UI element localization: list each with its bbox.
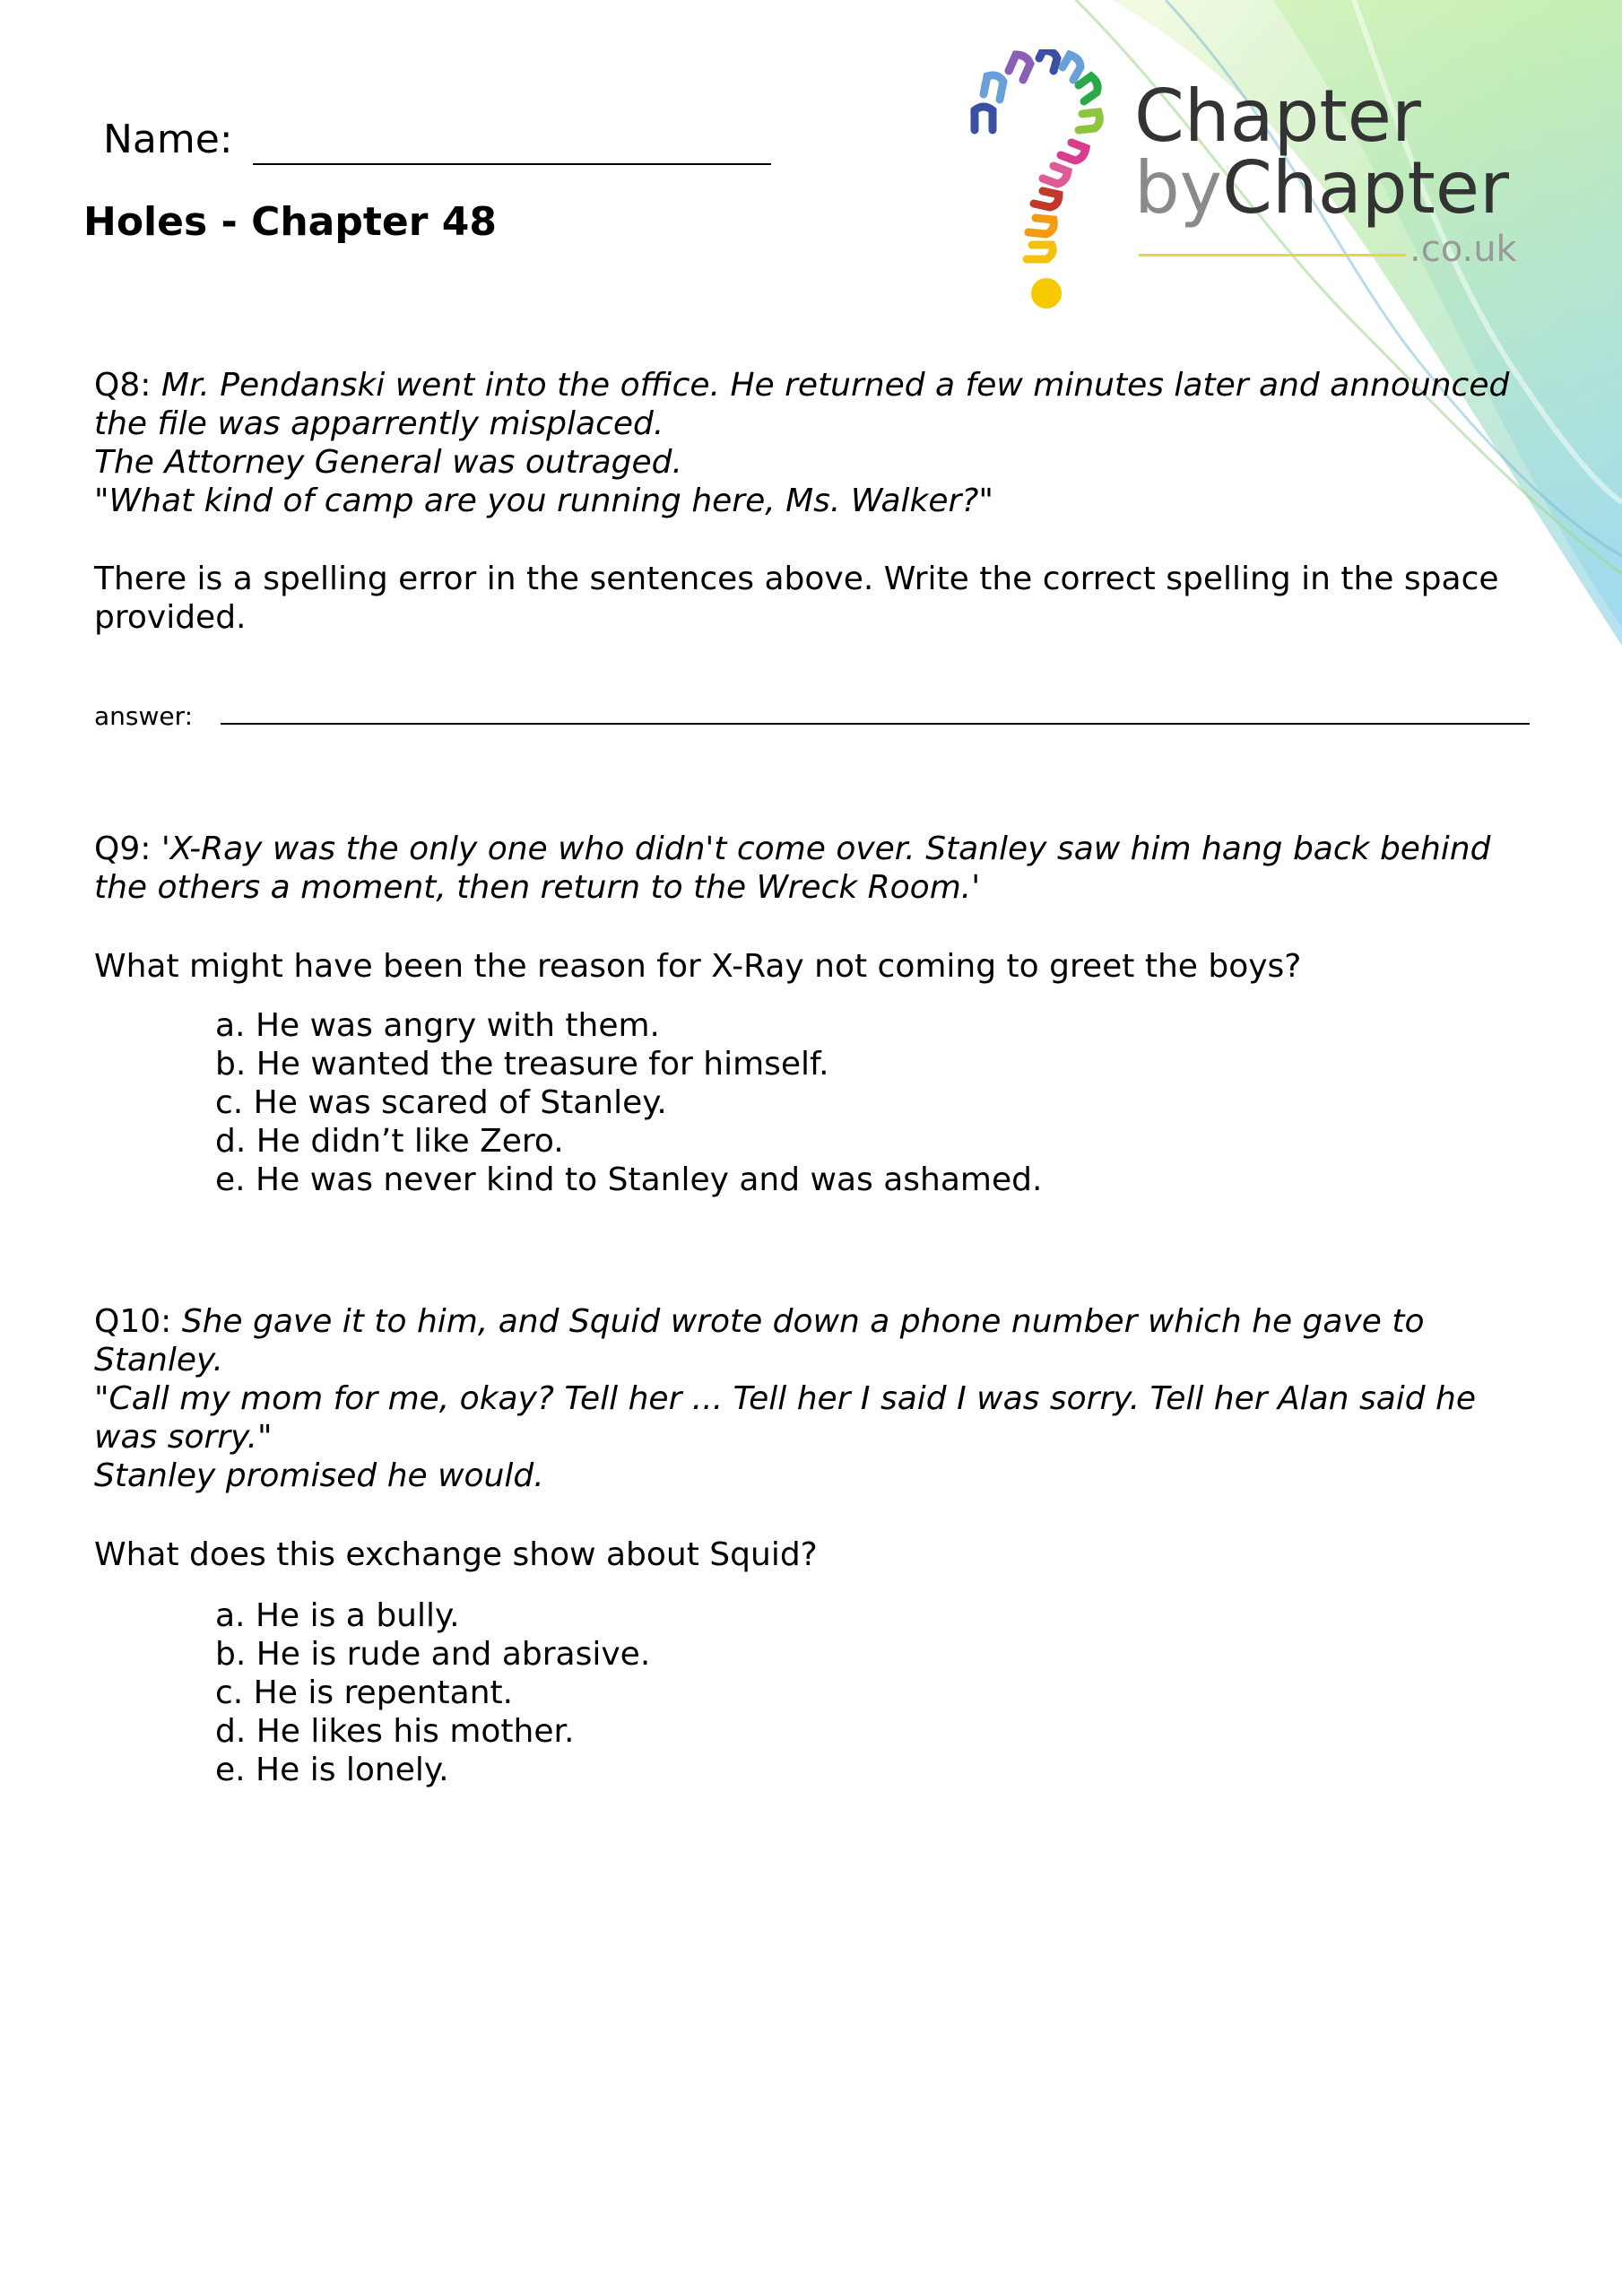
quote-line: She gave it to him, and Squid wrote down a phone number which he gave to [181, 1303, 1425, 1340]
option-b[interactable]: b. He wanted the treasure for himself. [215, 1046, 829, 1083]
option-c[interactable]: c. He was scared of Stanley. [215, 1084, 667, 1121]
question-8-quote [94, 366, 1529, 520]
option-a[interactable]: a. He was angry with them. [215, 1007, 661, 1044]
option-e[interactable]: e. He was never kind to Stanley and was ashamed. [215, 1161, 1043, 1198]
question-9-number: Q9: [94, 831, 152, 867]
question-10-options [215, 1596, 650, 1789]
option-b[interactable]: b. He is rude and abrasive. [215, 1636, 651, 1673]
quote-line: "Call my mom for me, okay? Tell her ... Tell her I said I was sorry. Tell her Alan said he [94, 1380, 1477, 1417]
quote-line: was sorry." [94, 1419, 273, 1456]
quote-line: Stanley promised he would. [94, 1457, 544, 1494]
logo-text [1134, 74, 1509, 230]
logo-underline [1139, 254, 1406, 257]
question-8-number: Q8: [94, 367, 152, 404]
quote-line: 'X-Ray was the only one who didn't come over. Stanley saw him hang back behind [160, 831, 1491, 867]
option-d[interactable]: d. He likes his mother. [215, 1713, 575, 1750]
logo-chapter: Chapter [1222, 146, 1509, 230]
name-input-line[interactable] [253, 163, 771, 165]
quote-line: "What kind of camp are you running here, Ms. Walker?" [94, 483, 993, 519]
option-e[interactable]: e. He is lonely. [215, 1752, 449, 1788]
option-a[interactable]: a. He is a bully. [215, 1597, 460, 1634]
name-label: Name: [103, 117, 233, 162]
logo-by: by [1134, 146, 1223, 230]
question-8-prompt: There is a spelling error in the sentences above. Write the correct spelling in the space provided. [94, 561, 1499, 636]
question-9-prompt: What might have been the reason for X-Ray not coming to greet the boys? [94, 948, 1302, 985]
question-10-quote [94, 1302, 1529, 1495]
logo-line1: Chapter [1134, 74, 1421, 158]
option-d[interactable]: d. He didn’t like Zero. [215, 1123, 564, 1160]
quote-line: The Attorney General was outraged. [94, 444, 682, 481]
option-c[interactable]: c. He is repentant. [215, 1674, 514, 1711]
answer-input-line[interactable] [221, 723, 1530, 725]
quote-line: the others a moment, then return to the Wreck Room.' [94, 869, 981, 906]
question-9-quote [94, 830, 1529, 907]
page-title: Holes - Chapter 48 [83, 199, 497, 245]
question-10-prompt: What does this exchange show about Squid? [94, 1536, 818, 1573]
logo-question-mark-icon [964, 49, 1125, 309]
question-9-options [215, 1006, 1042, 1199]
quote-line: the file was apparrently misplaced. [94, 405, 664, 442]
question-10-number: Q10: [94, 1303, 172, 1340]
quote-line: Mr. Pendanski went into the office. He returned a few minutes later and announced [160, 367, 1510, 404]
quote-line: Stanley. [94, 1342, 223, 1378]
logo-domain: .co.uk [1409, 229, 1517, 270]
answer-label: answer: [94, 701, 194, 731]
logo-line2 [1134, 146, 1509, 230]
